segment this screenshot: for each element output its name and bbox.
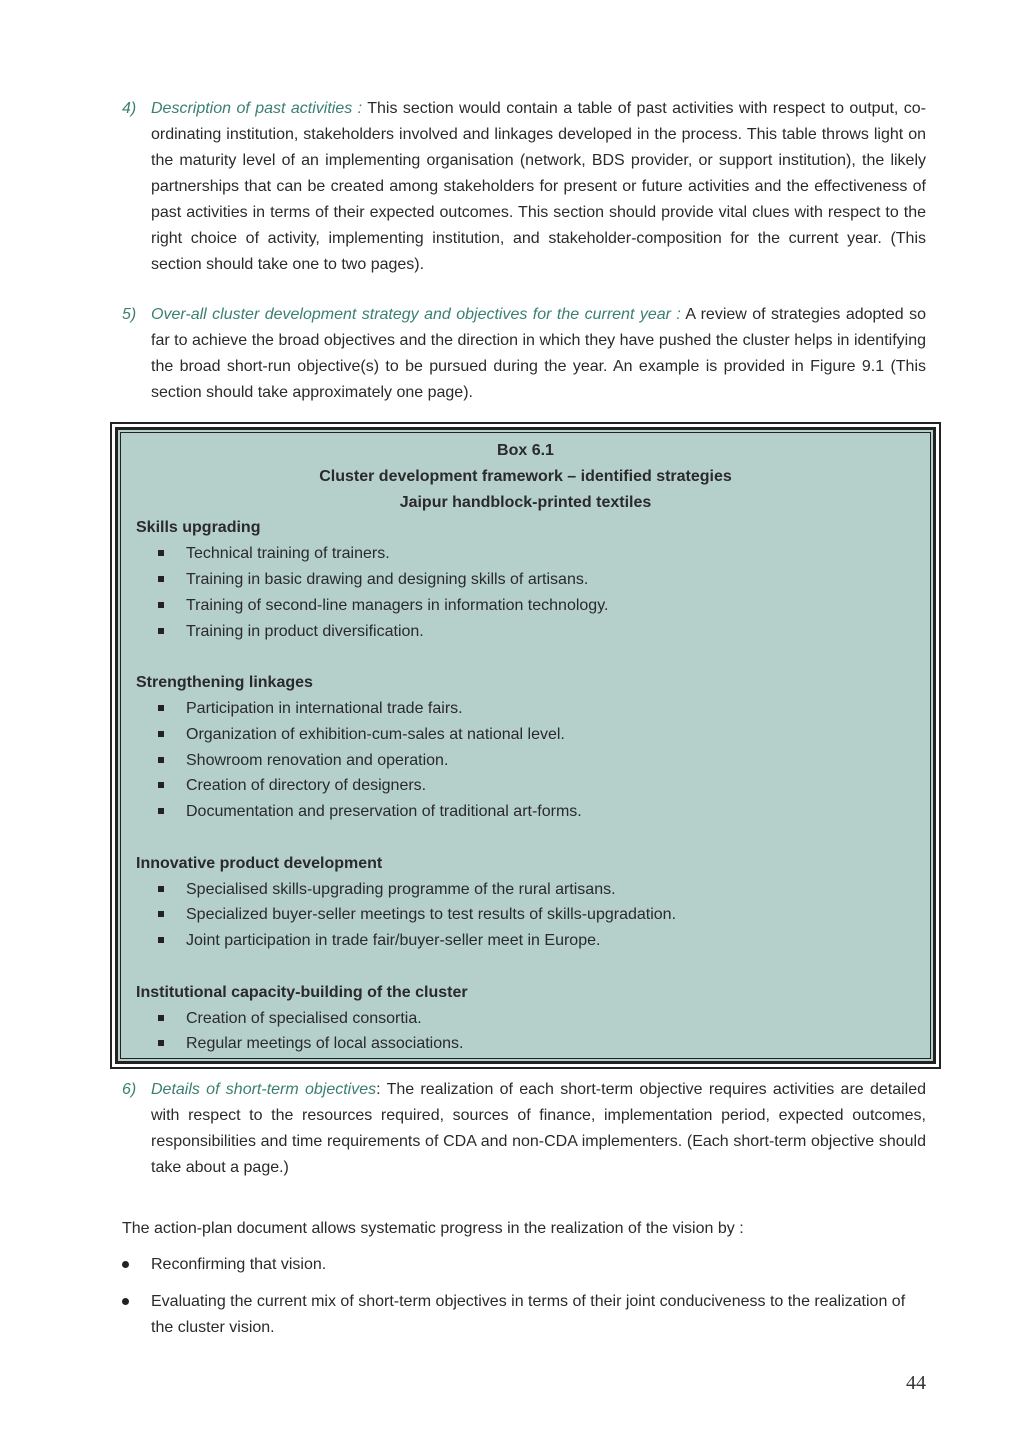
square-bullet-icon bbox=[158, 886, 164, 892]
closing-bullet-text: Reconfirming that vision. bbox=[151, 1256, 327, 1273]
square-bullet-icon bbox=[158, 550, 164, 556]
square-bullet-icon bbox=[158, 937, 164, 943]
list-item bbox=[136, 928, 915, 954]
list-item bbox=[136, 1006, 915, 1032]
list-item-text: Joint participation in trade fair/buyer-seller meet in Europe. bbox=[186, 932, 601, 950]
item-lead: Over-all cluster development strategy and objectives for the current year : bbox=[151, 306, 681, 323]
square-bullet-icon bbox=[158, 808, 164, 814]
square-bullet-icon bbox=[158, 782, 164, 788]
square-bullet-icon bbox=[158, 628, 164, 634]
list-item-text: Technical training of trainers. bbox=[186, 545, 390, 563]
list-item-text: Creation of directory of designers. bbox=[186, 777, 427, 795]
spacer bbox=[136, 644, 915, 670]
list-item bbox=[136, 541, 915, 567]
item-text: A review of strategies adopted so far to achieve the broad objectives and the direction in which they have pushed the cluster helps in identifying the broad short-run objective(s) to be pursued during the year. An example is provided in Figure 9.1 (This section should take approximately one page). bbox=[151, 306, 927, 401]
list-item-text: Training in product diversification. bbox=[186, 622, 424, 640]
list-item-text: Participation in international trade fairs. bbox=[186, 699, 463, 717]
list-item-text: Training in basic drawing and designing skills of artisans. bbox=[186, 570, 589, 588]
list-item-text: Regular meetings of local associations. bbox=[186, 1035, 464, 1053]
box-6-1 bbox=[110, 422, 941, 1069]
list-item bbox=[136, 773, 915, 799]
list-item bbox=[136, 877, 915, 903]
item-number: 4) bbox=[122, 100, 137, 117]
list-item bbox=[136, 593, 915, 619]
square-bullet-icon bbox=[158, 576, 164, 582]
square-bullet-icon bbox=[158, 757, 164, 763]
item-body bbox=[151, 1077, 926, 1181]
list-item-text: Documentation and preservation of traditional art-forms. bbox=[186, 803, 582, 821]
square-bullet-icon bbox=[158, 911, 164, 917]
list-item-text: Organization of exhibition-cum-sales at national level. bbox=[186, 725, 565, 743]
box-subtitle: Jaipur handblock-printed textiles bbox=[399, 493, 652, 511]
section-heading-linkages: Strengthening linkages bbox=[136, 674, 313, 692]
closing-bullet-text: Evaluating the current mix of short-term objectives in terms of their joint conduciveness to the realization of the cluster vision. bbox=[151, 1293, 906, 1336]
list-item-text: Specialized buyer-seller meetings to test results of skills-upgradation. bbox=[186, 906, 677, 924]
square-bullet-icon bbox=[158, 731, 164, 737]
list-item bbox=[136, 748, 915, 774]
closing-bullet bbox=[122, 1252, 926, 1278]
item-number: 6) bbox=[122, 1081, 137, 1098]
box-title: Cluster development framework – identified strategies bbox=[319, 467, 732, 485]
list-item bbox=[136, 1031, 915, 1057]
item-6 bbox=[122, 1077, 926, 1181]
box-label: Box 6.1 bbox=[497, 442, 554, 459]
item-4 bbox=[122, 96, 926, 278]
box-content bbox=[136, 438, 915, 1057]
closing-bullet bbox=[122, 1289, 926, 1341]
list-item bbox=[136, 722, 915, 748]
box-panel bbox=[115, 427, 936, 1064]
square-bullet-icon bbox=[158, 1040, 164, 1046]
section-heading-innovation: Innovative product development bbox=[136, 854, 383, 872]
square-bullet-icon bbox=[158, 705, 164, 711]
spacer bbox=[136, 954, 915, 980]
item-5 bbox=[122, 302, 926, 406]
list-item-text: Specialised skills-upgrading programme of the rural artisans. bbox=[186, 880, 616, 898]
list-item bbox=[136, 619, 915, 645]
list-item bbox=[136, 696, 915, 722]
square-bullet-icon bbox=[158, 602, 164, 608]
list-item-text: Showroom renovation and operation. bbox=[186, 751, 449, 769]
item-lead: Description of past activities : bbox=[151, 100, 363, 117]
item-body bbox=[151, 96, 926, 278]
item-body bbox=[151, 302, 926, 406]
list-item bbox=[136, 799, 915, 825]
list-item-text: Creation of specialised consortia. bbox=[186, 1009, 422, 1027]
item-number: 5) bbox=[122, 306, 137, 323]
square-bullet-icon bbox=[158, 1015, 164, 1021]
list-item bbox=[136, 902, 915, 928]
spacer bbox=[136, 825, 915, 851]
bullet-dot-icon bbox=[122, 1261, 129, 1268]
item-text: This section would contain a table of past activities with respect to output, co-ordinating institution, stakeholders involved and linkages developed in the process. This table throws light on the maturity level of an implementing organisation (network, BDS provider, or support institution), the likely partnerships that can be created among stakeholders for present or future activities and the effectiveness of past activities in terms of their expected outcomes. This section should provide vital clues with respect to the right choice of activity, implementing institution, and stakeholder-composition for the current year. (This section should take one to two pages). bbox=[151, 100, 926, 273]
item-lead: Details of short-term objectives bbox=[151, 1081, 377, 1098]
list-item-text: Training of second-line managers in information technology. bbox=[186, 596, 609, 614]
list-item bbox=[136, 567, 915, 593]
closing-intro: The action-plan document allows systematic progress in the realization of the vision by : bbox=[122, 1220, 744, 1237]
section-heading-capacity: Institutional capacity-building of the cluster bbox=[136, 983, 468, 1001]
bullet-dot-icon bbox=[122, 1298, 129, 1305]
section-heading-skills: Skills upgrading bbox=[136, 519, 261, 537]
page-number: 44 bbox=[906, 1372, 926, 1394]
item-text: : The realization of each short-term objective requires activities are detailed with respect to the resources required, sources of finance, implementation period, expected outcomes, responsibilities and time requirements of CDA and non-CDA implementers. (Each short-term objective should take about a page.) bbox=[151, 1081, 926, 1176]
